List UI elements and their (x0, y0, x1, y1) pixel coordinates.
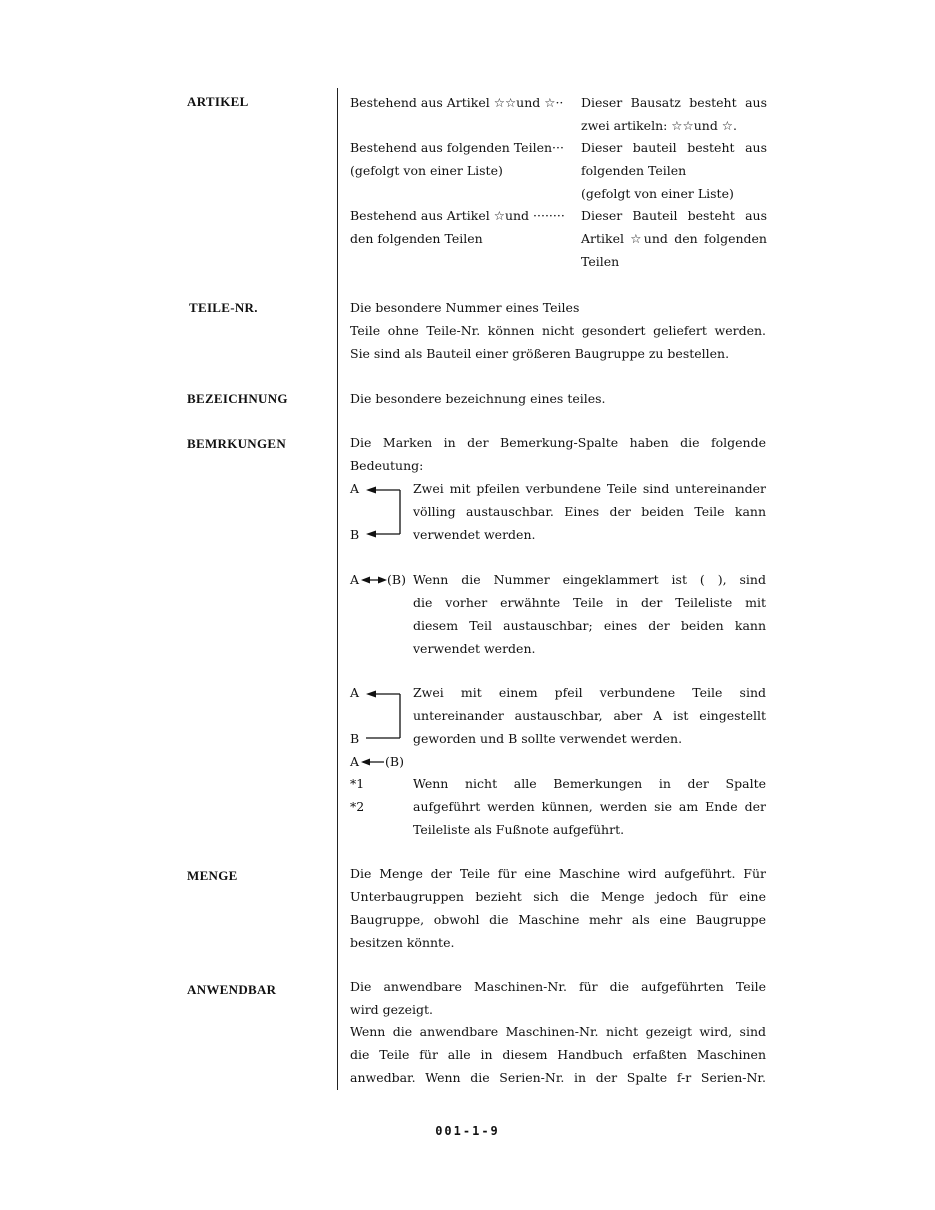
group3-line1: Zwei mit einem pfeil verbundene Teile sind (413, 685, 766, 700)
anwendbar-line4: die Teile für alle in diesem Handbuch erfaßten Maschinen (350, 1047, 766, 1062)
label-menge: MENGE (187, 868, 238, 883)
artikel-row3-left-line2: den folgenden Teilen (350, 231, 483, 246)
artikel-row2-right-line1: Dieser bauteil besteht aus (581, 140, 767, 155)
page-number: 001-1-9 (435, 1124, 500, 1138)
bezeichnung-line1: Die besondere bezeichnung eines teiles. (350, 391, 606, 406)
group3-line3: geworden und B sollte verwendet werden. (413, 731, 683, 746)
group1-line1: Zwei mit pfeilen verbundene Teile sind untereinander (413, 481, 766, 496)
group1-line3: verwendet werden. (413, 527, 536, 542)
bemerkungen-intro-line2: Bedeutung: (350, 458, 424, 473)
anwendbar-line2: wird gezeigt. (350, 1002, 434, 1017)
group5-line3: Teileliste als Fußnote aufgeführt. (413, 822, 625, 837)
group5-line1: Wenn nicht alle Bemerkungen in der Spalte (413, 776, 766, 791)
group2-line4: verwendet werden. (413, 641, 536, 656)
menge-line4: besitzen könnte. (350, 935, 455, 950)
artikel-row3-right-line2: Artikel ☆und den folgenden (581, 231, 767, 246)
group4-mark-a: A (350, 754, 360, 769)
label-bemerkungen: BEMRKUNGEN (187, 436, 287, 451)
label-artikel: ARTIKEL (187, 94, 249, 109)
anwendbar-line1: Die anwendbare Maschinen-Nr. für die aufgeführten Teile (350, 979, 766, 994)
artikel-row2-right-line2: folgenden Teilen (581, 163, 687, 178)
group3-line2: untereinander austauschbar, aber A ist eingestellt (413, 708, 766, 723)
group4-mark-b: (B) (385, 754, 404, 769)
footnote-mark-2: *2 (350, 799, 365, 814)
menge-line3: Baugruppe, obwohl die Maschine mehr als eine Baugruppe (350, 912, 766, 927)
oneway-bracket-arrow-icon (364, 688, 404, 744)
group2-line3: diesem Teil austauschbar; eines der beiden kann (413, 618, 766, 633)
artikel-row3-right-line3: Teilen (581, 254, 620, 269)
label-teile-nr: TEILE-NR. (189, 300, 258, 315)
mark-a: A (350, 481, 360, 496)
teile-nr-line2: Teile ohne Teile-Nr. können nicht gesondert geliefert werden. (350, 323, 766, 338)
teile-nr-line3: Sie sind als Bauteil einer größeren Baugruppe zu bestellen. (350, 346, 730, 361)
teile-nr-line1: Die besondere Nummer eines Teiles (350, 300, 580, 315)
menge-line2: Unterbaugruppen bezieht sich die Menge jedoch für eine (350, 889, 766, 904)
group5-line2: aufgeführt werden künnen, werden sie am Ende der (413, 799, 766, 814)
double-arrow-icon (360, 575, 388, 585)
group3-mark-b: B (350, 731, 360, 746)
artikel-row1-left: Bestehend aus Artikel ☆☆und ☆·· (350, 95, 564, 110)
menge-line1: Die Menge der Teile für eine Maschine wird aufgeführt. Für (350, 866, 766, 881)
group2-mark-a: A (350, 572, 360, 587)
group2-mark-b: (B) (387, 572, 406, 587)
group2-line2: die vorher erwähnte Teile in der Teileliste mit (413, 595, 766, 610)
mark-b: B (350, 527, 360, 542)
column-divider (337, 88, 338, 1090)
group2-line1: Wenn die Nummer eingeklammert ist ( ), sind (413, 572, 766, 587)
group1-line2: völling austauschbar. Eines der beiden Teile kann (413, 504, 766, 519)
bemerkungen-intro-line1: Die Marken in der Bemerkung-Spalte haben die folgende (350, 435, 766, 450)
artikel-row3-right-line1: Dieser Bauteil besteht aus (581, 208, 767, 223)
interchange-bracket-arrow-icon (364, 484, 404, 540)
artikel-row3-left-line1: Bestehend aus Artikel ☆und ········ (350, 208, 565, 223)
artikel-row2-left-line1: Bestehend aus folgenden Teilen··· (350, 140, 564, 155)
label-bezeichnung: BEZEICHNUNG (187, 391, 288, 406)
group3-mark-a: A (350, 685, 360, 700)
anwendbar-line3: Wenn die anwendbare Maschinen-Nr. nicht gezeigt wird, sind (350, 1024, 766, 1039)
artikel-row2-right-line3: (gefolgt von einer Liste) (581, 186, 734, 201)
artikel-row2-left-line2: (gefolgt von einer Liste) (350, 163, 503, 178)
anwendbar-line5: anwedbar. Wenn die Serien-Nr. in der Spalte f-r Serien-Nr. (350, 1070, 766, 1085)
artikel-row1-right-line1: Dieser Bausatz besteht aus (581, 95, 767, 110)
footnote-mark-1: *1 (350, 776, 365, 791)
left-arrow-icon (360, 757, 386, 767)
label-anwendbar: ANWENDBAR (187, 982, 277, 997)
artikel-row1-right-line2: zwei artikeln: ☆☆und ☆. (581, 118, 737, 133)
